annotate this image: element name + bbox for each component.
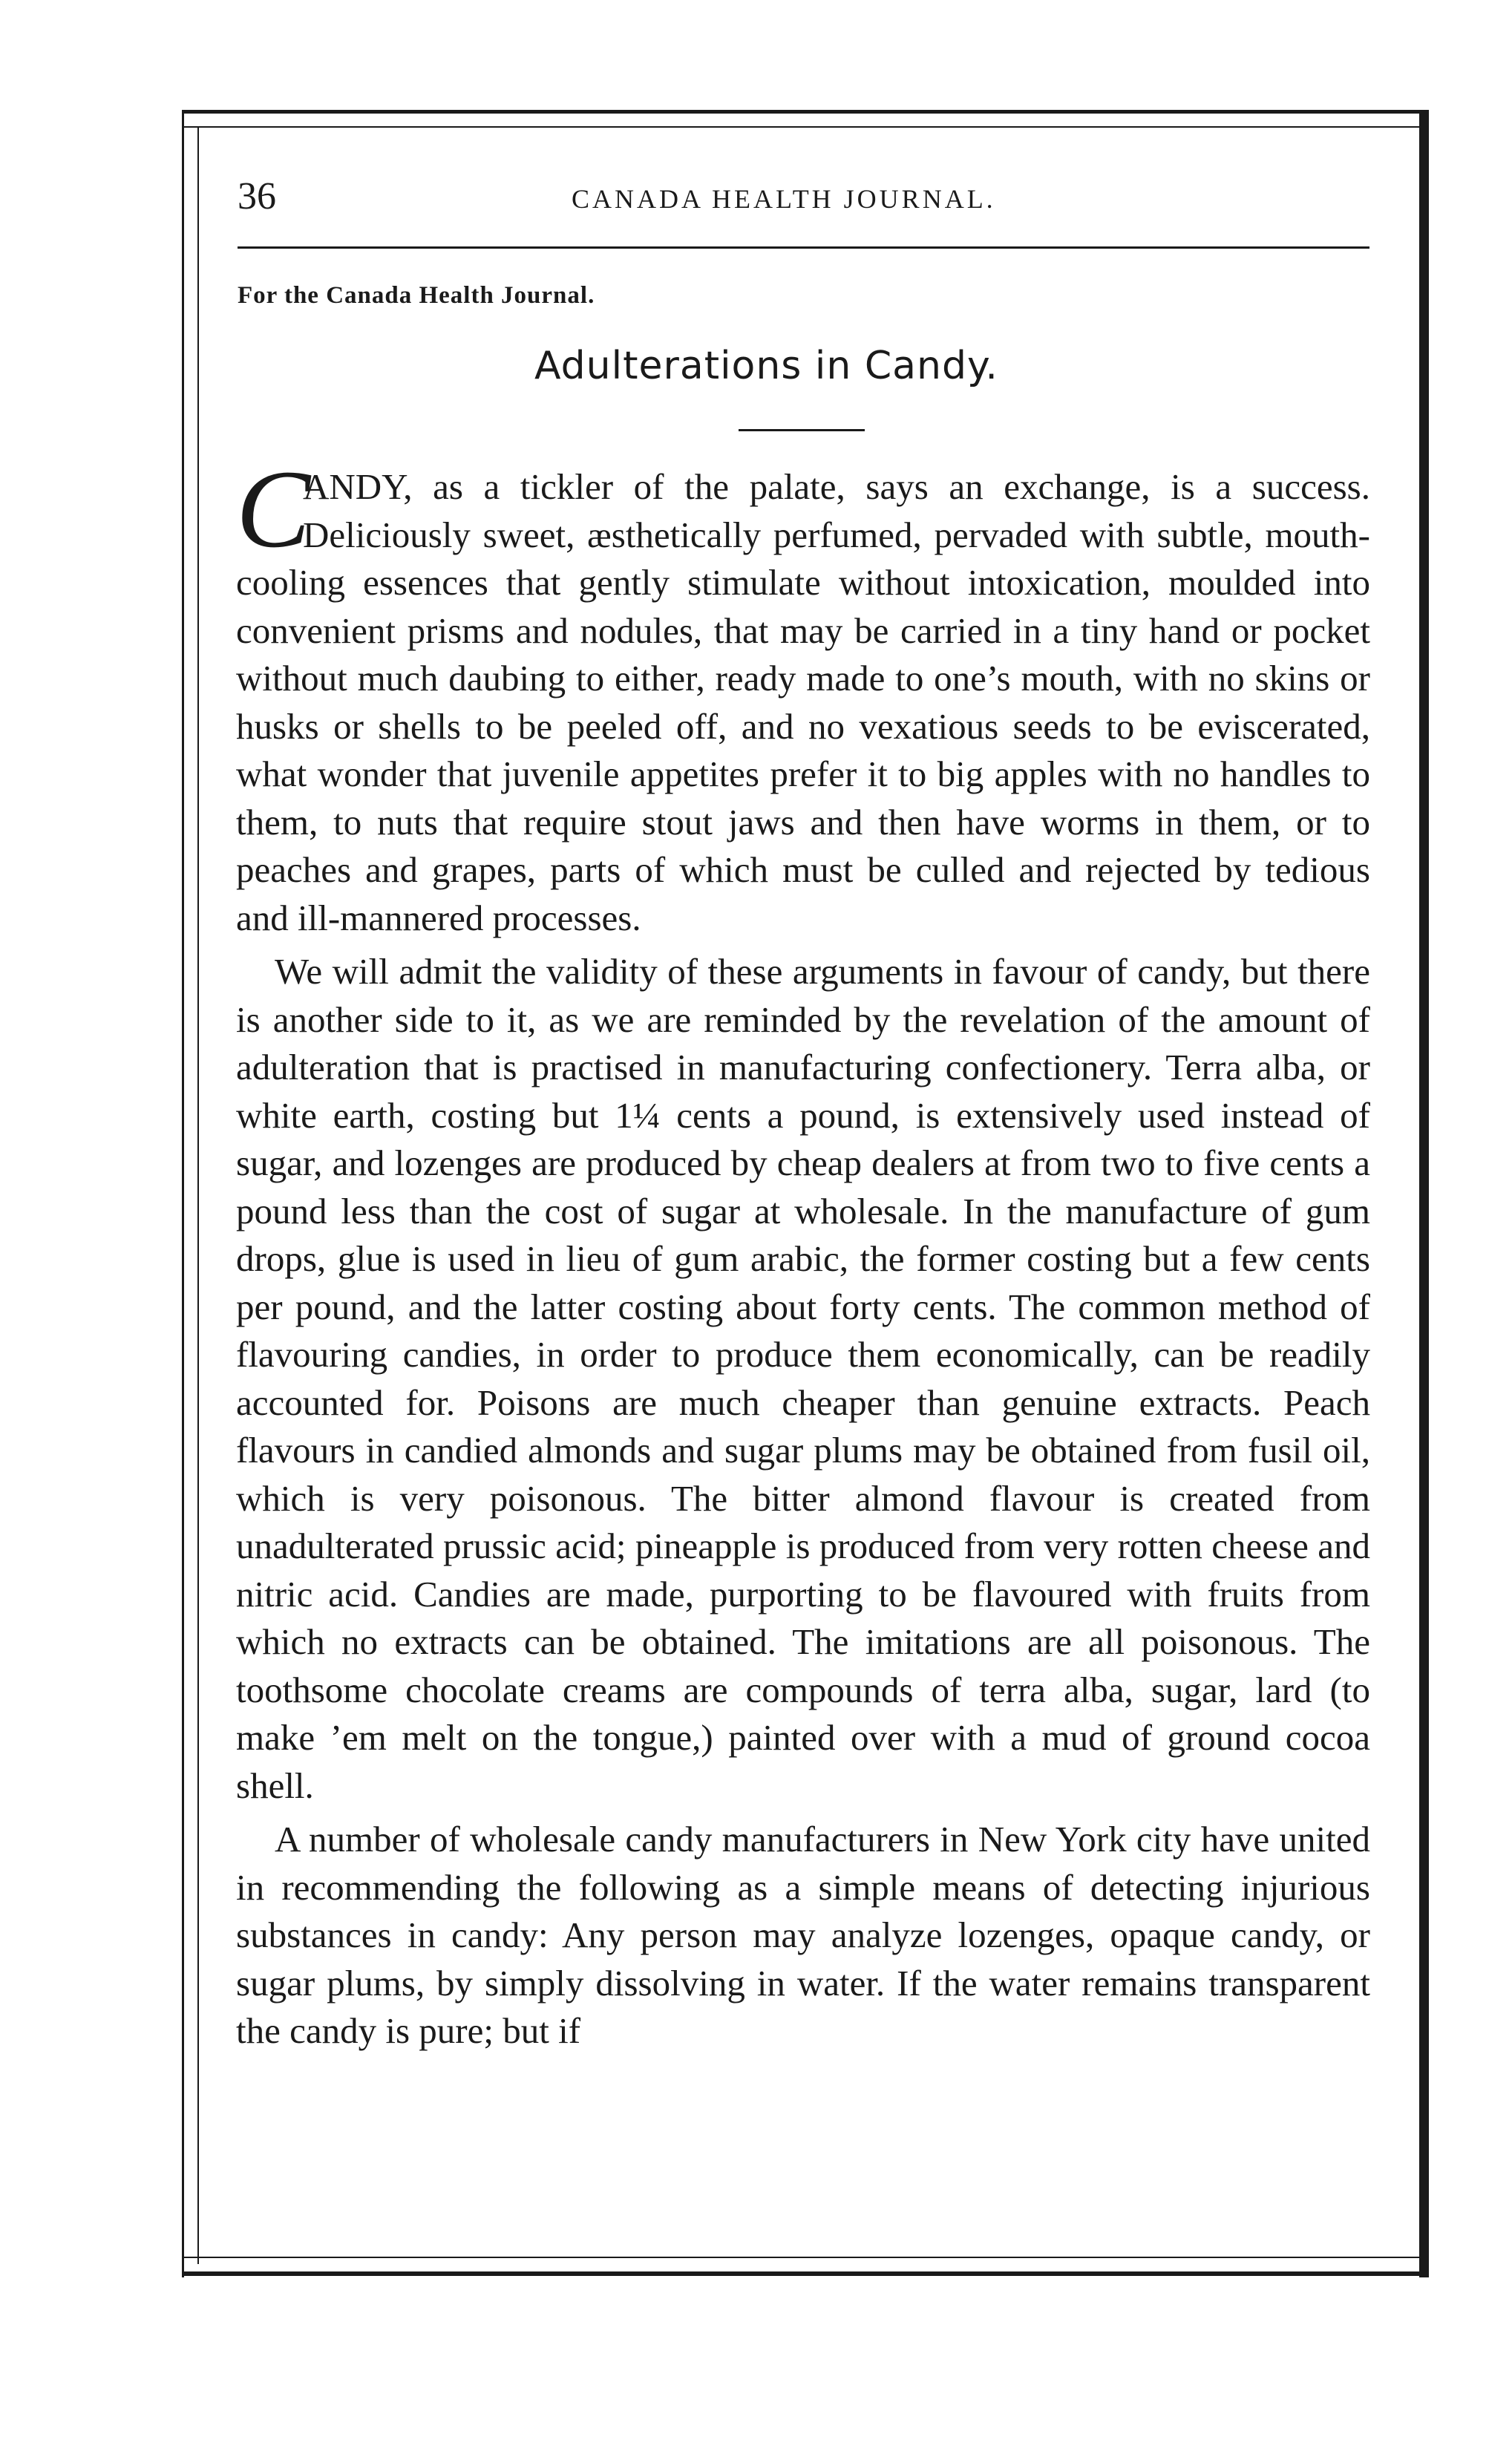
paragraph-2: We will admit the validity of these arguments in favour of candy, but there is another side to it, as we are reminded by the revelation of the amount of adulteration that is practised in manufacturing confectionery. Terra alba, or white earth, costing but 1¼ cents a pound, is extensively used instead of sugar, and lozenges are produced by cheap dealers at from two to five cents a pound less than the cost of sugar at wholesale. In the manufacture of gum drops, glue is used in lieu of gum arabic, the former costing but a few cents per pound, and the latter costing about forty cents. The common method of flavouring candies, in order to produce them economically, can be readily accounted for. Poisons are much cheaper than genuine extracts. Peach flavours in candied almonds and sugar plums may be obtained from fusil oil, which is very poisonous. The bitter almond flavour is created from unadulterated prussic acid; pineapple is produced from very rotten cheese and nitric acid. Candies are made, purporting to be flavoured with fruits from which no extracts can be obtained. The imitations are all poisonous. The toothsome chocolate creams are compounds of terra alba, sugar, lard (to make ’em melt on the tongue,) painted over with a mud of ground cocoa shell. <box>236 951 1370 1806</box>
article-body <box>236 448 1370 2061</box>
frame-top-inner-rule <box>182 126 1429 128</box>
frame-top-rule <box>182 110 1429 114</box>
running-head: CANADA HEALTH JOURNAL. <box>572 184 996 214</box>
frame-left-inner-rule <box>197 126 199 2264</box>
article-credit: For the Canada Health Journal. <box>238 282 595 309</box>
paragraph-3: A number of wholesale candy manufacturers in New York city have united in recommending the following as a simple means of detecting injurious substances in candy: Any person may analyze lozenges, opaque candy, or sugar plums, by simply dissolving in water. If the water remains transparent the candy is pure; but if <box>236 1819 1370 2051</box>
frame-bottom-inner-rule <box>182 2257 1429 2258</box>
frame-left-rule <box>182 110 184 2277</box>
header-divider <box>238 246 1369 249</box>
article-title: Adulterations in Candy. <box>534 344 998 388</box>
page-number: 36 <box>238 175 276 217</box>
frame-right-rule <box>1419 110 1429 2277</box>
title-divider <box>739 429 865 431</box>
paragraph-1 <box>236 448 1370 942</box>
frame-bottom-rule <box>182 2271 1429 2276</box>
drop-cap: C <box>236 448 311 571</box>
paragraph-1-text: ANDY, as a tickler of the palate, says an exchange, is a success. Deliciously sweet, æsthetically perfumed, pervaded with subtle, mouth-cooling essences that gently stimulate without intoxication, moulded into convenient prisms and nodules, that may be carried in a tiny hand or pocket without much daubing to either, ready made to one’s mouth, with no skins or husks or shells to be peeled off, and no vexatious seeds to be eviscerated, what wonder that juvenile appetites prefer it to big apples with no handles to them, to nuts that require stout jaws and then have worms in them, or to peaches and grapes, parts of which must be culled and rejected by tedious and ill-mannered processes. <box>236 466 1370 938</box>
